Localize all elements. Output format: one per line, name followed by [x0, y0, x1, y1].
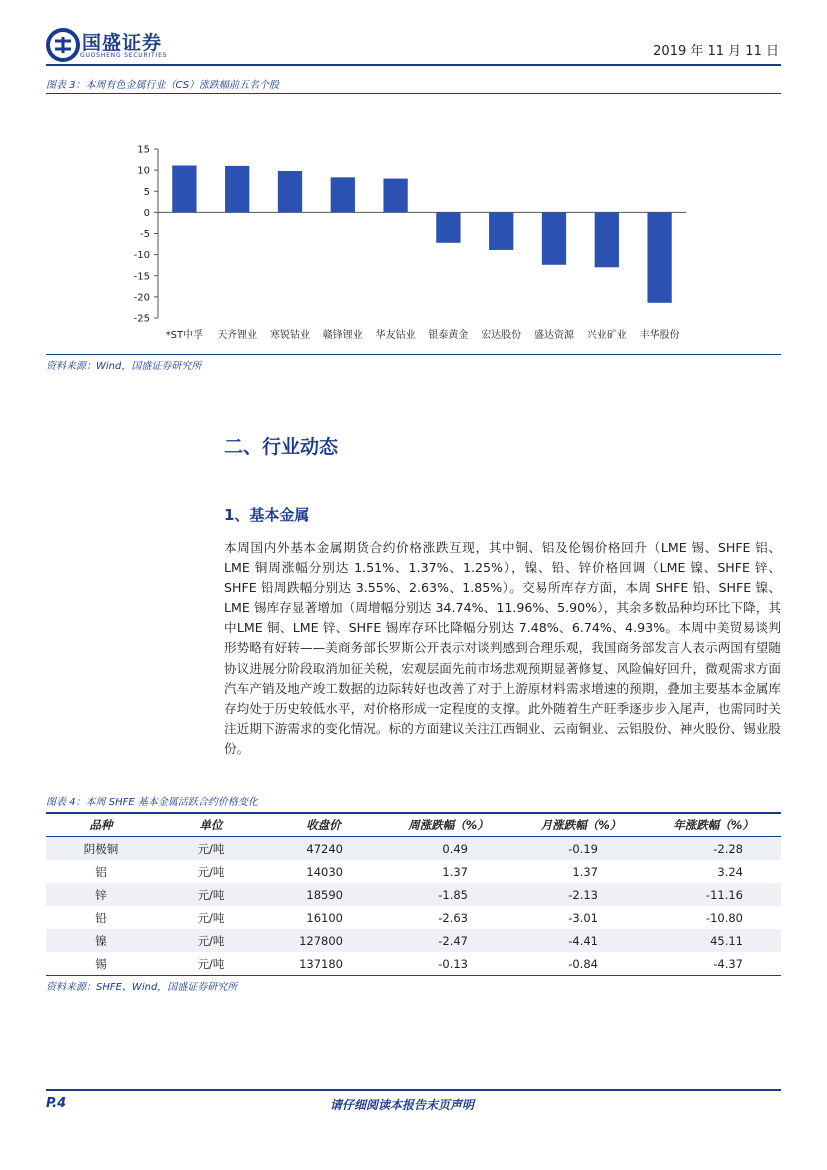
bar [278, 171, 302, 212]
x-tick-label: 银泰黄金 [428, 330, 469, 341]
table-cell: -4.37 [713, 956, 743, 971]
y-tick-label: -10 [133, 250, 150, 262]
table-row [46, 860, 781, 883]
table-cell: -0.19 [516, 837, 646, 861]
table-cell: -2.63 [438, 910, 468, 925]
table-row [46, 906, 781, 929]
table-cell: -0.84 [568, 956, 598, 971]
col-header: 年涨跌幅（%） [646, 813, 781, 837]
x-tick-label: *ST中孚 [165, 330, 204, 341]
col-header: 收盘价 [266, 813, 381, 837]
bar [225, 166, 249, 212]
bar [595, 212, 619, 267]
table-cell: 16100 [306, 910, 343, 925]
bar [436, 212, 460, 242]
table-cell: 45.11 [646, 929, 781, 952]
table-row [46, 952, 781, 975]
table-cell: 元/吨 [156, 883, 266, 906]
col-header: 单位 [156, 813, 266, 837]
bar [172, 165, 196, 212]
footer-rule [46, 1089, 781, 1091]
table-cell: -10.80 [705, 910, 743, 925]
figure4-bottom-rule [46, 975, 781, 976]
price-table [46, 812, 781, 975]
col-header: 月涨跌幅（%） [516, 813, 646, 837]
x-tick-label: 宏达股份 [481, 330, 522, 341]
bar [383, 179, 407, 213]
logo-subtitle: GUOSHENG SECURITIES [80, 52, 168, 59]
table-cell: 1.37 [442, 864, 468, 879]
table-cell: -4.41 [516, 929, 646, 952]
table-cell: 0.49 [381, 837, 516, 861]
table-cell: 14030 [306, 864, 343, 879]
header-rule [46, 64, 781, 66]
table-cell: -1.85 [381, 883, 516, 906]
subsection-heading: 1、基本金属 [224, 506, 310, 524]
table-cell: 锡 [95, 956, 107, 971]
y-tick-label: 0 [143, 207, 150, 219]
table-cell: -11.16 [646, 883, 781, 906]
y-tick-label: -25 [133, 313, 150, 325]
x-tick-label: 寒锐钴业 [270, 330, 310, 341]
y-tick-label: -5 [140, 229, 150, 240]
figure3-source: 资料来源：Wind，国盛证券研究所 [46, 361, 202, 372]
table-cell: 137180 [299, 956, 343, 971]
section-heading: 二、行业动态 [224, 436, 339, 458]
table-row [46, 929, 781, 952]
table-cell: 元/吨 [197, 864, 225, 879]
table-cell: 127800 [266, 929, 381, 952]
table-cell: 元/吨 [156, 837, 266, 861]
x-tick-label: 兴业矿业 [586, 330, 627, 341]
table-cell: -2.13 [516, 883, 646, 906]
bar [647, 212, 671, 302]
y-tick-label: 5 [143, 186, 150, 198]
figure3-bottom-rule [46, 354, 781, 355]
table-cell: 阴极铜 [46, 837, 156, 861]
bar [331, 177, 355, 212]
table-cell: -2.47 [381, 929, 516, 952]
logo-text: 国盛证券 [82, 32, 163, 54]
table-cell: -3.01 [568, 910, 598, 925]
table-cell: 3.24 [717, 864, 743, 879]
y-tick-label: -20 [133, 292, 150, 304]
table-cell: 锌 [46, 883, 156, 906]
figure3-caption: 图表 3：本周有色金属行业（CS）涨跌幅前五名个股 [46, 80, 280, 91]
x-axis-labels [166, 328, 680, 341]
table-cell: 铅 [95, 910, 107, 925]
table-cell: 元/吨 [197, 910, 225, 925]
x-tick-label: 盛达资源 [534, 330, 574, 341]
x-tick-label: 华友钴业 [375, 330, 416, 341]
y-tick-label: 10 [137, 165, 150, 177]
figure4-source: 资料来源：SHFE、Wind，国盛证券研究所 [46, 982, 238, 993]
bar-chart [46, 135, 781, 355]
table-cell: 镍 [46, 929, 156, 952]
table-cell: 18590 [266, 883, 381, 906]
table-cell: -0.13 [438, 956, 468, 971]
figure3-top-rule [46, 93, 781, 94]
table-cell: -2.28 [646, 837, 781, 861]
footer-disclaimer: 请仔细阅读本报告末页声明 [330, 1098, 475, 1112]
table-row [46, 883, 781, 906]
col-header: 品种 [46, 813, 156, 837]
page-number: P.4 [46, 1096, 67, 1111]
col-header: 周涨跌幅（%） [381, 813, 516, 837]
table-cell: 元/吨 [197, 956, 225, 971]
bar [489, 212, 513, 250]
figure4-caption: 图表 4：本周 SHFE 基本金属活跃合约价格变化 [46, 797, 258, 808]
table-cell: 1.37 [572, 864, 598, 879]
report-date: 2019 年 11 月 11 日 [653, 44, 779, 59]
table-cell: 铝 [95, 864, 107, 879]
x-tick-label: 赣锋锂业 [322, 330, 363, 341]
table-cell: 元/吨 [156, 929, 266, 952]
x-tick-label: 天齐锂业 [217, 330, 258, 341]
bars [172, 165, 671, 302]
bar [542, 212, 566, 264]
y-tick-label: 15 [137, 144, 150, 156]
table-cell: 47240 [266, 837, 381, 861]
table-header-row [46, 813, 781, 837]
table-row [46, 837, 781, 861]
body-paragraph: 本周国内外基本金属期货合约价格涨跌互现，其中铜、铝及伦锡价格回升（LME 锡、SHFE 铝、LME 铜周涨幅分别达 1.51%、1.37%、1.25%），镍、铅、锌价格回调（LME 镍、SHFE 锌、SHFE 铅周跌幅分别达 3.55%、2.63%、1.85%）。交易所库存方面，本周 SHFE 铅、SHFE 镍、LME 锡库存显著增加（周增幅分别达 34.74%、11.96%、5.90%），其余多数品种均环比下降，其中LME 铜、LME 锌、SHFE 锡库存环比降幅分别达 7.48%、6.74%、4.93%。本周中美贸易谈判形势略有好转——美商务部长罗斯公开表示对谈判感到合理乐观，我国商务部发言人表示两国有望随协议进展分阶段取消加征关税，宏观层面先前市场悲观预期显著修复、风险偏好回升，微观需求方面汽车产销及地产竣工数据的边际转好也改善了对于上游原材料需求增速的预期，叠加主要基本金属库存均处于历史较低水平，对价格形成一定程度的支撑。此外随着生产旺季逐步步入尾声，也需同时关注近期下游需求的变化情况。标的方面建议关注江西铜业、云南铜业、云铝股份、神火股份、锡业股份。 [224, 540, 781, 756]
y-tick-label: -15 [133, 271, 150, 283]
x-tick-label: 丰华股份 [639, 330, 680, 341]
